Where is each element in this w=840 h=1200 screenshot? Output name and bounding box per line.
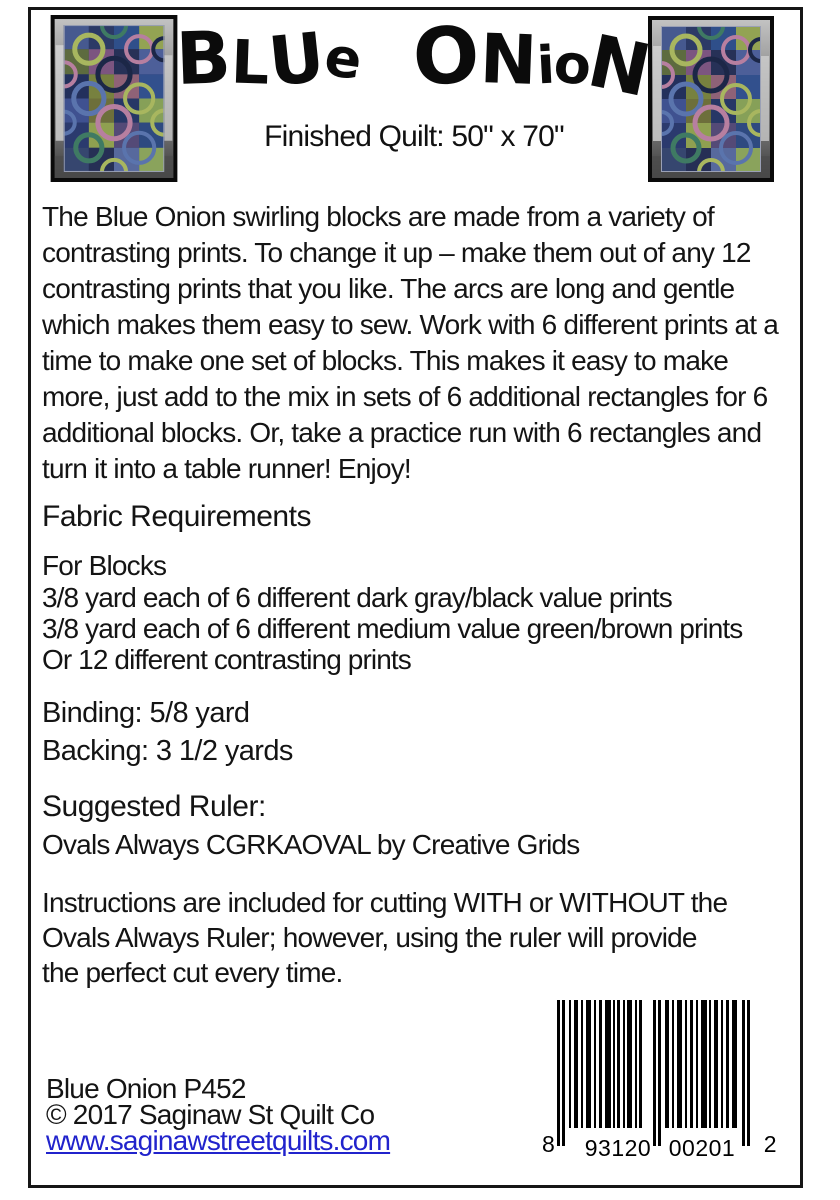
intro-line: time to make one set of blocks. This makes it easy to make xyxy=(42,345,729,376)
intro-paragraph xyxy=(42,199,782,487)
barcode-right-group: 00201 xyxy=(668,1135,736,1161)
fabric-requirement-line: 3/8 yard each of 6 different medium value green/brown prints xyxy=(42,613,743,644)
barcode-left-group: 93120 xyxy=(584,1135,652,1161)
barcode-lead-digit: 8 xyxy=(542,1131,556,1157)
intro-line: which makes them easy to sew. Work with 6 different prints at a xyxy=(42,309,779,340)
title-letter: B xyxy=(174,15,233,101)
title-letter: U xyxy=(265,18,329,103)
note-line: Instructions are included for cutting WITH or WITHOUT the xyxy=(42,887,728,918)
note-line: Ovals Always Ruler; however, using the ruler will provide xyxy=(42,922,697,953)
barcode-check-digit: 2 xyxy=(763,1131,777,1157)
title-letter: e xyxy=(320,24,366,93)
title-letter: N xyxy=(581,18,659,114)
title-letter: o xyxy=(551,31,595,98)
suggested-ruler-name: Ovals Always CGRKAOVAL by Creative Grids xyxy=(42,829,580,860)
fabric-requirements-list xyxy=(42,582,782,675)
website-link[interactable]: www.saginawstreetquilts.com xyxy=(46,1125,391,1156)
intro-line: contrasting prints. To change it up – make them out of any 12 xyxy=(42,237,751,268)
title-letter: O xyxy=(410,10,482,104)
fabric-requirement-line: 3/8 yard each of 6 different dark gray/black value prints xyxy=(42,582,672,613)
barcode-bars xyxy=(557,1000,757,1148)
fabric-requirements-heading: Fabric Requirements xyxy=(42,500,311,533)
fabric-requirement-line: Or 12 different contrasting prints xyxy=(42,644,411,675)
title-letter: L xyxy=(229,27,271,99)
page-title xyxy=(28,10,800,130)
copyright: © 2017 Saginaw St Quilt Co xyxy=(46,1099,375,1130)
title-letter: i xyxy=(534,35,556,97)
pattern-id: Blue Onion P452 xyxy=(46,1073,246,1104)
binding-requirement: Binding: 5/8 yard xyxy=(42,697,250,729)
barcode xyxy=(543,998,781,1162)
finished-quilt-size: Finished Quilt: 50" x 70" xyxy=(264,120,564,153)
note-line: the perfect cut every time. xyxy=(42,957,343,988)
intro-line: more, just add to the mix in sets of 6 additional rectangles for 6 xyxy=(42,381,768,412)
intro-line: additional blocks. Or, take a practice run with 6 rectangles and xyxy=(42,417,762,448)
intro-line: turn it into a table runner! Enjoy! xyxy=(42,453,411,484)
intro-line: contrasting prints that you like. The arcs are long and gentle xyxy=(42,273,735,304)
cutting-instructions-note xyxy=(42,885,782,990)
intro-line: The Blue Onion swirling blocks are made from a variety of xyxy=(42,201,714,232)
backing-requirement: Backing: 3 1/2 yards xyxy=(42,735,293,767)
title-letter: N xyxy=(478,20,538,101)
for-blocks-label: For Blocks xyxy=(42,550,167,581)
suggested-ruler-heading: Suggested Ruler: xyxy=(42,790,266,823)
